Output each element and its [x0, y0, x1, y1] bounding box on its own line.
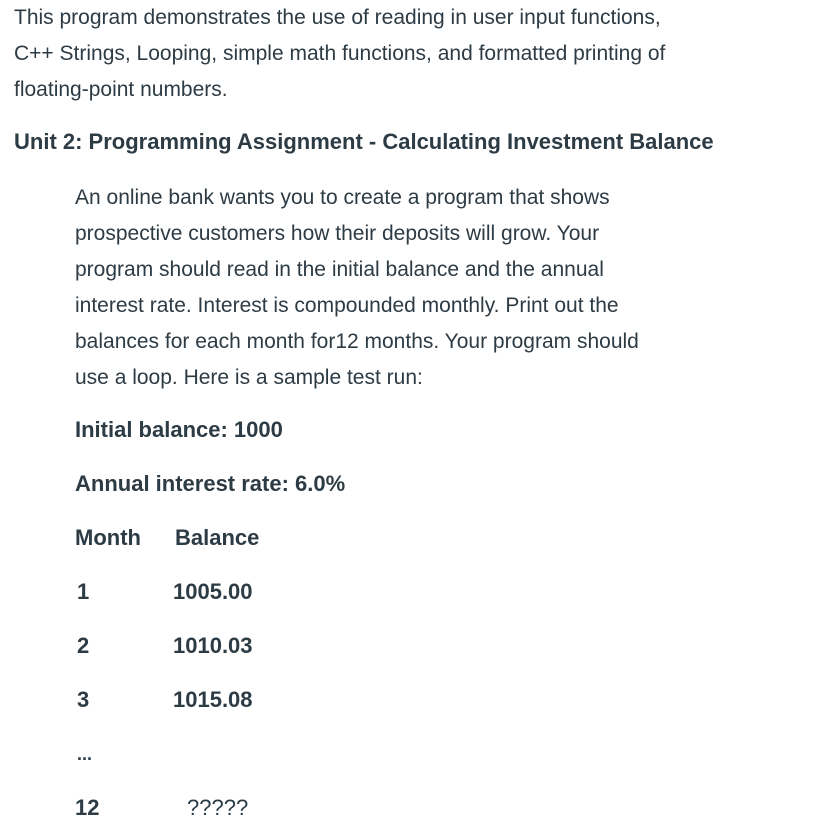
intro-line: This program demonstrates the use of reading in user input functions,: [14, 6, 661, 29]
month-column-header: Month: [75, 525, 141, 550]
assignment-heading: Unit 2: Programming Assignment - Calculating Investment Balance: [14, 129, 714, 154]
table-row-month: 12: [75, 795, 100, 820]
balance-column-header: Balance: [175, 525, 260, 550]
intro-line: floating-point numbers.: [14, 78, 228, 101]
table-row-month: 1: [77, 579, 90, 604]
assignment-description: [75, 180, 795, 396]
description-line: program should read in the initial balance and the annual: [75, 258, 604, 281]
table-row-ellipsis: ...: [77, 744, 93, 764]
table-row-balance: 1010.03: [173, 633, 253, 658]
description-line: prospective customers how their deposits will grow. Your: [75, 222, 600, 245]
table-row-balance: 1005.00: [173, 579, 253, 604]
interest-rate-line: Annual interest rate: 6.0%: [75, 471, 346, 496]
description-line: use a loop. Here is a sample test run:: [75, 366, 423, 389]
description-line: An online bank wants you to create a program that shows: [75, 186, 610, 209]
description-line: balances for each month for12 months. Your program should: [75, 330, 639, 353]
intro-line: C++ Strings, Looping, simple math functions, and formatted printing of: [14, 42, 666, 65]
description-line: interest rate. Interest is compounded monthly. Print out the: [75, 294, 619, 317]
table-row-balance: ?????: [187, 795, 249, 820]
table-row-balance: 1015.08: [173, 687, 253, 712]
initial-balance-line: Initial balance: 1000: [75, 417, 283, 442]
table-row-month: 3: [77, 687, 90, 712]
table-row-month: 2: [77, 633, 90, 658]
intro-paragraph: [14, 0, 804, 108]
